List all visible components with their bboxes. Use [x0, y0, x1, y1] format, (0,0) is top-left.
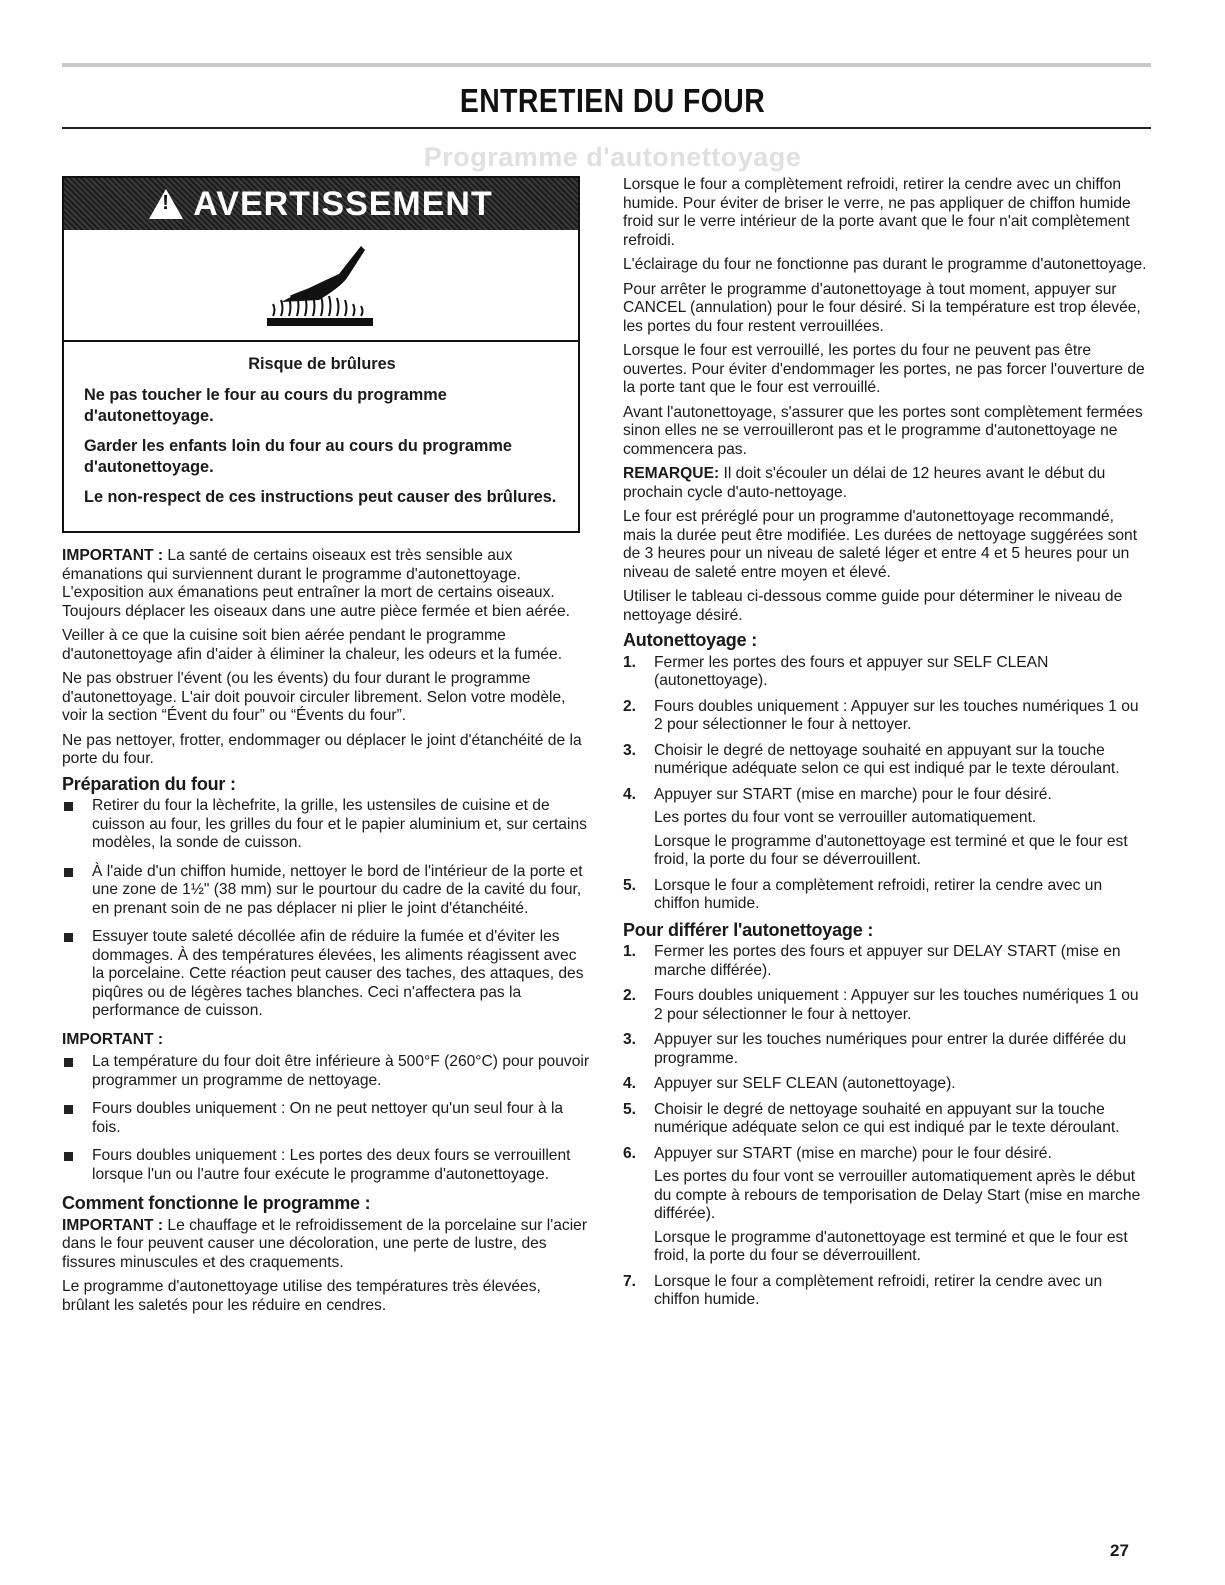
paragraph: Le programme d'autonettoyage utilise des températures très élevées, brûlant les saletés pour les réduire en cendres.	[62, 1278, 541, 1314]
step-number: 2.	[623, 987, 637, 1004]
step-number: 3.	[623, 1031, 637, 1048]
paragraph: Avant l'autonettoyage, s'assurer que les portes sont complètement fermées sinon elles ne se verrouilleront pas et le programme d'autonettoyage ne commencera pas.	[623, 403, 1143, 458]
important-text: Le chauffage et le refroidissement de la porcelaine sur l'acier dans le four peuvent causer une décoloration, une perte de lustre, des fissures minuscules et des craquements.	[62, 1216, 588, 1271]
important-heading: IMPORTANT :	[62, 1030, 164, 1048]
list-item-text: Fours doubles uniquement : Les portes des deux fours se verrouillent lorsque l'un ou l'autre four exécute le programme d'autonettoyage.	[92, 1147, 571, 1183]
warning-box	[62, 176, 580, 533]
warning-line: Ne pas toucher le four au cours du programme d'autonettoyage.	[84, 386, 447, 425]
list-item	[62, 1053, 590, 1090]
list-item	[62, 1100, 590, 1137]
paragraph: Lorsque le four est verrouillé, les portes du four ne peuvent pas être ouvertes. Pour éviter d'endommager les portes, ne pas forcer l'ouverture de la porte tant que le four est verrouillé.	[623, 342, 1145, 396]
square-bullet-icon	[64, 933, 73, 942]
step-number: 1.	[623, 653, 637, 671]
list-item-text: La température du four doit être inférieure à 500°F (260°C) pour pouvoir programmer un programme de nettoyage.	[92, 1053, 590, 1089]
step-detail: Lorsque le programme d'autonettoyage est terminé et que le four est froid, la porte du four se déverrouillent.	[654, 1228, 1128, 1264]
square-bullet-icon	[64, 1152, 73, 1161]
step-number: 1.	[623, 943, 637, 960]
important-paragraph	[62, 1217, 590, 1273]
right-column	[623, 176, 1151, 1317]
warning-triangle-icon	[149, 189, 183, 219]
list-item	[62, 863, 590, 919]
square-bullet-icon	[64, 1105, 73, 1114]
section-heading: Programme d'autonettoyage	[423, 142, 802, 172]
warning-line: Le non-respect de ces instructions peut causer des brûlures.	[84, 488, 557, 506]
list-item-text: À l'aide d'un chiffon humide, nettoyer le bord de l'intérieur de la porte et une zone de 1½" (38 mm) sur le pourtour du cadre de la cavité du four, en prenant soin de ne pas déplacer ni plier le joint d'étanchéité.	[92, 862, 583, 917]
auto-steps-list	[623, 654, 1151, 914]
step-number: 3.	[623, 741, 637, 759]
paragraph: Utiliser le tableau ci-dessous comme guide pour déterminer le niveau de nettoyage désiré.	[623, 588, 1123, 624]
square-bullet-icon	[64, 1058, 73, 1067]
step-number: 5.	[623, 876, 637, 894]
step-number: 5.	[623, 1100, 637, 1118]
step-number: 4.	[623, 785, 637, 803]
step-number: 4.	[623, 1075, 637, 1092]
list-item-text: Fours doubles uniquement : On ne peut nettoyer qu'un seul four à la fois.	[92, 1100, 564, 1136]
step-text: Appuyer sur les touches numériques pour entrer la durée différée du programme.	[654, 1031, 1127, 1067]
important-label: IMPORTANT :	[62, 547, 164, 564]
paragraph: Veiller à ce que la cuisine soit bien aérée pendant le programme d'autonettoyage afin d'aider à éliminer la chaleur, les odeurs et la fumée.	[62, 627, 563, 663]
step-item	[623, 943, 1151, 980]
important-list	[62, 1053, 590, 1184]
step-text: Fours doubles uniquement : Appuyer sur les touches numériques 1 ou 2 pour sélectionner le four à nettoyer.	[654, 987, 1139, 1023]
auto-heading: Autonettoyage :	[623, 630, 757, 650]
step-number: 7.	[623, 1272, 637, 1290]
list-item	[62, 797, 590, 853]
step-text: Choisir le degré de nettoyage souhaité en appuyant sur la touche numérique adéquate selon ce qui est indiqué par le texte déroulant.	[654, 741, 1120, 777]
step-item	[623, 987, 1151, 1024]
warning-line: Garder les enfants loin du four au cours du programme d'autonettoyage.	[84, 437, 512, 476]
page-title: ENTRETIEN DU FOUR	[459, 82, 766, 119]
note-paragraph	[623, 465, 1151, 502]
square-bullet-icon	[64, 868, 73, 877]
step-text: Appuyer sur START (mise en marche) pour le four désiré.	[654, 785, 1052, 803]
list-item-text: Essuyer toute saleté décollée afin de réduire la fumée et d'éviter les dommages. À des températures élevées, les aliments réagissent avec la porcelaine. Cette réaction peut causer des taches, des attaques, des piqûres ou de légères taches blanches. Ceci n'affectera pas la performance de cuisson.	[92, 928, 584, 1019]
step-text: Fours doubles uniquement : Appuyer sur les touches numériques 1 ou 2 pour sélectionner le four à nettoyer.	[654, 697, 1139, 733]
step-number: 2.	[623, 697, 637, 715]
important-paragraph	[62, 547, 590, 621]
step-item	[623, 1145, 1151, 1266]
warning-body	[64, 342, 578, 531]
warning-title: Risque de brûlures	[248, 355, 396, 373]
step-text: Fermer les portes des fours et appuyer sur SELF CLEAN (autonettoyage).	[654, 653, 1049, 689]
step-text: Choisir le degré de nettoyage souhaité en appuyant sur la touche numérique adéquate selon ce qui est indiqué par le texte déroulant.	[654, 1100, 1120, 1136]
paragraph: L'éclairage du four ne fonctionne pas durant le programme d'autonettoyage.	[623, 256, 1147, 273]
delay-steps-list	[623, 943, 1151, 1310]
prep-list	[62, 797, 590, 1021]
important-label: IMPORTANT :	[62, 1216, 164, 1234]
delay-heading: Pour différer l'autonettoyage :	[623, 919, 874, 940]
paragraph: Ne pas nettoyer, frotter, endommager ou déplacer le joint d'étanchéité de la porte du four.	[62, 731, 582, 767]
paragraph: Ne pas obstruer l'évent (ou les évents) du four durant le programme d'autonettoyage. L'air doit pouvoir circuler librement. Selon votre modèle, voir la section “Évent du four” ou “Évents du four”.	[62, 670, 566, 724]
step-item	[623, 698, 1151, 735]
step-item	[623, 1075, 1151, 1094]
note-text: Il doit s'écouler un délai de 12 heures avant le début du prochain cycle d'auto-nettoyage.	[623, 465, 1106, 501]
step-text: Appuyer sur START (mise en marche) pour le four désiré.	[654, 1144, 1052, 1162]
step-item	[623, 877, 1151, 914]
hot-surface-hand-icon	[64, 230, 578, 342]
list-item	[62, 1147, 590, 1184]
prep-heading: Préparation du four :	[62, 773, 236, 794]
step-number: 6.	[623, 1144, 637, 1162]
step-text: Fermer les portes des fours et appuyer sur DELAY START (mise en marche différée).	[654, 943, 1121, 979]
paragraph: Le four est préréglé pour un programme d'autonettoyage recommandé, mais la durée peut être modifiée. Les durées de nettoyage suggérées sont de 3 heures pour un niveau de saleté léger et entre 4 et 5 heures pour un niveau de saleté entre moyen et élevé.	[623, 508, 1138, 581]
step-detail: Les portes du four vont se verrouiller automatiquement.	[654, 809, 1037, 826]
step-text: Appuyer sur SELF CLEAN (autonettoyage).	[654, 1075, 956, 1092]
step-text: Lorsque le four a complètement refroidi, retirer la cendre avec un chiffon humide.	[654, 1272, 1103, 1308]
how-heading: Comment fonctionne le programme :	[62, 1193, 371, 1213]
left-column	[62, 176, 590, 1321]
step-detail: Les portes du four vont se verrouiller automatiquement après le début du compte à rebours de temporisation de Delay Start (mise en marche différée).	[654, 1168, 1141, 1222]
important-text: La santé de certains oiseaux est très sensible aux émanations qui surviennent durant le programme d'autonettoyage. L'exposition aux émanations peut entraîner la mort de certains oiseaux. Toujours déplacer les oiseaux dans une autre pièce fermée et bien aérée.	[62, 547, 570, 620]
note-label: REMARQUE:	[623, 465, 720, 482]
paragraph: Pour arrêter le programme d'autonettoyage à tout moment, appuyer sur CANCEL (annulation) pour le four désiré. Si la température est trop élevée, les portes du four restent verrouillées.	[623, 280, 1141, 335]
step-item	[623, 742, 1151, 779]
paragraph: Lorsque le four a complètement refroidi, retirer la cendre avec un chiffon humide. Pour éviter de briser le verre, ne pas appliquer de chiffon humide froid sur le verre intérieur de la porte avant que le four n'ait complètement refroidi.	[623, 176, 1131, 249]
warning-banner-text: AVERTISSEMENT	[193, 184, 493, 223]
step-item	[623, 1273, 1151, 1310]
title-rule	[62, 127, 1151, 129]
list-item	[62, 928, 590, 1021]
page-number: 27	[1110, 1541, 1129, 1560]
square-bullet-icon	[64, 802, 73, 811]
step-item	[623, 1101, 1151, 1138]
list-item-text: Retirer du four la lèchefrite, la grille, les ustensiles de cuisine et de cuisson au four, les grilles du four et le papier aluminium et, sur certains modèles, la sonde de cuisson.	[92, 797, 587, 851]
step-item	[623, 1031, 1151, 1068]
top-rule	[62, 63, 1151, 67]
step-item	[623, 786, 1151, 870]
warning-banner	[64, 178, 578, 230]
step-text: Lorsque le four a complètement refroidi, retirer la cendre avec un chiffon humide.	[654, 876, 1103, 912]
step-detail: Lorsque le programme d'autonettoyage est terminé et que le four est froid, la porte du four se déverrouillent.	[654, 832, 1128, 868]
step-item	[623, 654, 1151, 691]
